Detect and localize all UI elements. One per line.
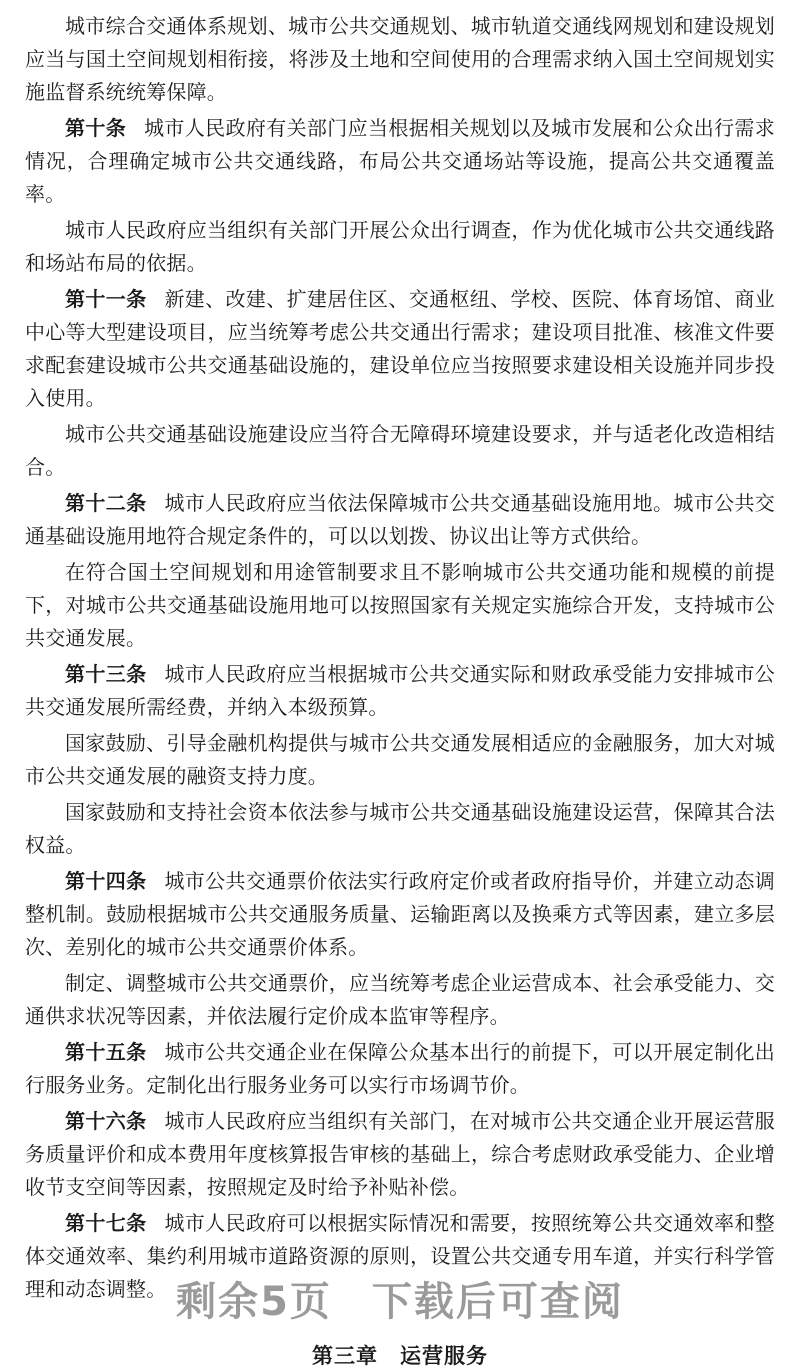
document-page bbox=[25, 10, 775, 1370]
paragraph-text: 城市公共交通基础设施建设应当符合无障碍环境建设要求，并与适老化改造相结合。 bbox=[25, 422, 775, 479]
download-prompt[interactable] bbox=[0, 1270, 800, 1327]
article-number: 第十四条 bbox=[65, 869, 147, 893]
paragraph-text: 制定、调整城市公共交通票价，应当统筹考虑企业运营成本、社会承受能力、交通供求状况等因素，并依法履行定价成本监审等程序。 bbox=[25, 971, 775, 1028]
paragraph-text: 城市人民政府应当组织有关部门，在对城市公共交通企业开展运营服务质量评价和成本费用年度核算报告审核的基础上，综合考虑财政承受能力、企业增收节支空间等因素，按照规定及时给予补贴补偿。 bbox=[25, 1109, 775, 1199]
paragraph-text: 国家鼓励和支持社会资本依法参与城市公共交通基础设施建设运营，保障其合法权益。 bbox=[25, 800, 775, 857]
body-paragraph bbox=[25, 214, 775, 280]
article-paragraph bbox=[25, 658, 775, 724]
article-paragraph bbox=[25, 1036, 775, 1102]
paragraph-text: 新建、改建、扩建居住区、交通枢纽、学校、医院、体育场馆、商业中心等大型建设项目，应当统筹考虑公共交通出行需求；建设项目批准、核准文件要求配套建设城市公共交通基础设施的，建设单位应当按照要求建设相关设施并同步投入使用。 bbox=[25, 287, 775, 410]
article-paragraph bbox=[25, 865, 775, 964]
article-number: 第十二条 bbox=[65, 491, 147, 515]
article-paragraph bbox=[25, 283, 775, 415]
paragraph-text: 城市公共交通企业在保障公众基本出行的前提下，可以开展定制化出行服务业务。定制化出行服务业务可以实行市场调节价。 bbox=[25, 1040, 775, 1097]
article-number: 第十条 bbox=[65, 116, 127, 140]
chapter-title: 运营服务 bbox=[400, 1344, 488, 1368]
paragraph-text: 城市公共交通票价依法实行政府定价或者政府指导价，并建立动态调整机制。鼓励根据城市公共交通服务质量、运输距离以及换乘方式等因素，建立多层次、差别化的城市公共交通票价体系。 bbox=[25, 869, 775, 959]
article-paragraph bbox=[25, 1105, 775, 1204]
paragraph-text: 城市人民政府应当根据城市公共交通实际和财政承受能力安排城市公共交通发展所需经费，并纳入本级预算。 bbox=[25, 662, 775, 719]
article-number: 第十五条 bbox=[65, 1040, 147, 1064]
article-paragraph bbox=[25, 112, 775, 211]
body-paragraph bbox=[25, 727, 775, 793]
body-paragraph bbox=[25, 967, 775, 1033]
article-number: 第十七条 bbox=[65, 1211, 147, 1235]
body-paragraph bbox=[25, 10, 775, 109]
article-number: 第十一条 bbox=[65, 287, 147, 311]
download-to-view-text: 下载后可查阅 bbox=[371, 1279, 624, 1325]
paragraph-text: 城市人民政府应当依法保障城市公共交通基础设施用地。城市公共交通基础设施用地符合规定条件的，可以以划拨、协议出让等方式供给。 bbox=[25, 491, 775, 548]
body-paragraph bbox=[25, 418, 775, 484]
body-paragraph bbox=[25, 796, 775, 862]
remaining-pages-text: 剩余5页 bbox=[176, 1279, 332, 1325]
paragraph-text: 城市人民政府有关部门应当根据相关规划以及城市发展和公众出行需求情况，合理确定城市公共交通线路，布局公共交通场站等设施，提高公共交通覆盖率。 bbox=[25, 116, 775, 206]
paragraph-text: 在符合国土空间规划和用途管制要求且不影响城市公共交通功能和规模的前提下，对城市公共交通基础设施用地可以按照国家有关规定实施综合开发，支持城市公共交通发展。 bbox=[25, 560, 775, 650]
paragraph-text: 城市人民政府可以根据实际情况和需要，按照统筹公共交通效率和整体交通效率、集约利用城市道路资源的原则，设置公共交通专用车道，并实行科学管理和动态调整。 bbox=[25, 1211, 775, 1301]
article-paragraph bbox=[25, 487, 775, 553]
chapter-number: 第三章 bbox=[312, 1344, 378, 1368]
chapter-heading bbox=[25, 1340, 775, 1370]
paragraph-text: 国家鼓励、引导金融机构提供与城市公共交通发展相适应的金融服务，加大对城市公共交通发展的融资支持力度。 bbox=[25, 731, 775, 788]
body-paragraph bbox=[25, 556, 775, 655]
paragraph-text: 城市人民政府应当组织有关部门开展公众出行调查，作为优化城市公共交通线路和场站布局的依据。 bbox=[25, 218, 775, 275]
article-number: 第十三条 bbox=[65, 662, 147, 686]
article-body bbox=[25, 10, 775, 1306]
article-number: 第十六条 bbox=[65, 1109, 147, 1133]
paragraph-text: 城市综合交通体系规划、城市公共交通规划、城市轨道交通线网规划和建设规划应当与国土空间规划相衔接，将涉及土地和空间使用的合理需求纳入国土空间规划实施监督系统统筹保障。 bbox=[25, 14, 775, 104]
